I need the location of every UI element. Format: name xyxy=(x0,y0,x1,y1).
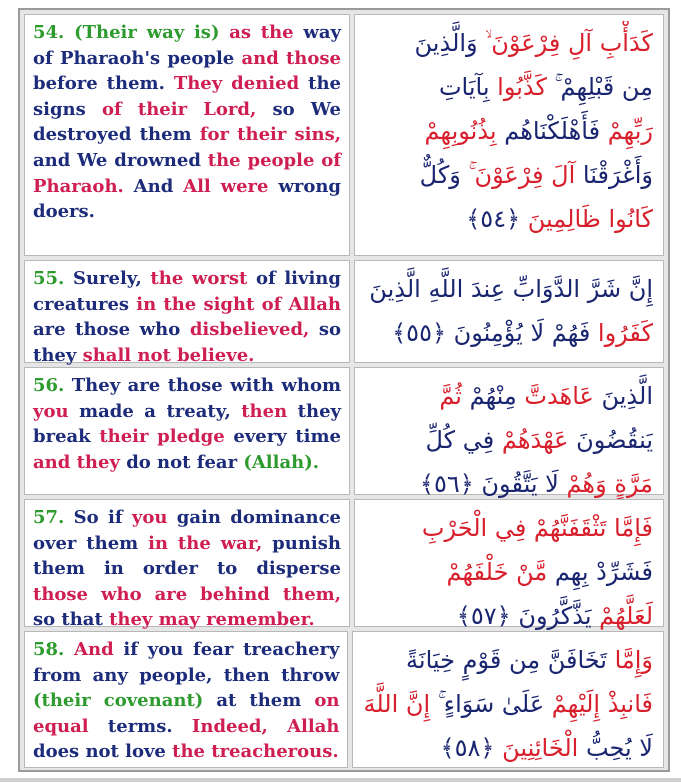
translation-segment: before them. xyxy=(33,73,165,95)
arabic-line xyxy=(365,550,653,594)
translation-segment: So if xyxy=(64,507,123,528)
translation-segment: (their covenant) xyxy=(33,690,204,712)
arabic-segment: وَهُمْ xyxy=(558,470,607,498)
verse-row-56 xyxy=(24,367,664,498)
translation-segment: they may remember. xyxy=(102,609,315,631)
translation-segment: gain dominance over them xyxy=(33,507,341,554)
arabic-segment: ۙ وَالَّذِينَ xyxy=(414,29,486,57)
arabic-segment: آلَ فِرْعَوْنَ xyxy=(468,161,576,189)
english-translation xyxy=(24,367,350,495)
verse-number: 55. xyxy=(33,268,65,289)
translation-segment: in the sight of Allah xyxy=(129,293,341,315)
translation-segment: they break xyxy=(33,400,341,448)
translation-segment: They denied xyxy=(164,73,300,95)
arabic-segment: رَبِّهِمْ xyxy=(600,117,653,145)
arabic-segment: فَأَهْلَكْنَاهُم xyxy=(496,117,601,145)
arabic-line xyxy=(363,638,653,682)
translation-segment: of their Lord, xyxy=(85,98,257,120)
translation-segment: Indeed, Allah xyxy=(172,715,340,737)
arabic-segment: لَا يُحِبُّ xyxy=(578,734,653,762)
translation-segment: and they xyxy=(33,451,120,473)
arabic-segment: إِنَّ شَرَّ الدَّوَابِّ عِندَ اللَّهِ الَّذِينَ xyxy=(369,275,653,303)
translation-segment: punish them in order to disperse xyxy=(33,532,341,580)
translation-segment: so that xyxy=(33,609,103,631)
translation-segment: terms. xyxy=(88,715,173,737)
arabic-text xyxy=(352,631,664,768)
translation-segment: do not fear xyxy=(119,451,238,473)
translation-segment: every time xyxy=(224,426,341,448)
translation-segment: are those who xyxy=(33,319,181,341)
translation-segment: made a treaty, xyxy=(68,400,231,422)
arabic-segment: لَعَلَّهُمْ xyxy=(591,602,653,630)
arabic-segment: فِي كُلِّ xyxy=(425,426,495,454)
verse-row-54 xyxy=(24,14,664,256)
translation-segment: the worst xyxy=(141,268,248,289)
translation-segment: All were xyxy=(173,175,269,197)
translation-segment: the signs xyxy=(33,73,342,120)
translation-segment: And xyxy=(123,175,174,197)
translation-segment: and those xyxy=(234,47,341,69)
verse-number: 58. xyxy=(33,639,65,660)
translation-segment: at them xyxy=(203,690,302,712)
arabic-line xyxy=(365,109,653,153)
translation-segment: so We destroyed them xyxy=(33,98,341,146)
translation-segment: those who are behind them, xyxy=(33,583,341,605)
translation-segment: so they xyxy=(33,319,341,366)
arabic-segment: ۚ كَذَّبُوا xyxy=(489,73,555,101)
verse-table xyxy=(18,8,670,772)
arabic-segment: بِذُنُوبِهِمْ xyxy=(424,117,497,145)
arabic-line xyxy=(363,682,653,726)
arabic-segment: يَنقُضُونَ xyxy=(568,426,653,454)
arabic-segment: لَا يَتَّقُونَ xyxy=(473,470,559,498)
translation-segment: way of Pharaoh's people xyxy=(33,22,341,69)
verse-number: 57. xyxy=(33,507,65,528)
page-bottom-rule xyxy=(0,778,681,782)
arabic-segment: مَّنْ خَلْفَهُمْ xyxy=(446,558,548,586)
translation-segment: you xyxy=(122,507,168,528)
arabic-line xyxy=(365,374,653,418)
arabic-line xyxy=(365,506,653,550)
arabic-segment: فَهُمْ لَا يُؤْمِنُونَ xyxy=(446,319,591,347)
arabic-segment: بِآيَاتِ xyxy=(438,73,490,101)
arabic-segment: الْخَائِنِينَ xyxy=(494,734,579,762)
arabic-segment: ۚ وَكُلٌّ xyxy=(419,161,469,189)
arabic-segment: عَهْدَهُمْ xyxy=(494,426,569,454)
translation-segment: wrong doers. xyxy=(33,175,341,223)
arabic-line xyxy=(365,311,653,355)
arabic-segment: الَّذِينَ xyxy=(593,382,653,410)
arabic-segment: ۚ إِنَّ اللَّهَ xyxy=(363,690,438,718)
translation-segment: if you fear treachery from any people, then throw xyxy=(33,639,340,686)
verse-row-55 xyxy=(24,260,664,366)
arabic-line xyxy=(365,65,653,109)
translation-segment: (Their way is) xyxy=(64,22,220,43)
arabic-segment: كَفَرُوا xyxy=(590,319,653,347)
translation-segment: Surely, xyxy=(64,268,142,289)
translation-segment: their pledge xyxy=(90,426,225,448)
arabic-line xyxy=(365,153,653,197)
translation-segment: you xyxy=(33,400,69,422)
translation-segment: as the xyxy=(219,22,294,43)
translation-segment: in the war, xyxy=(138,532,263,554)
translation-segment: on equal xyxy=(33,690,340,737)
arabic-line xyxy=(365,267,653,311)
verse-number: 56. xyxy=(33,375,65,396)
translation-segment: and We drowned xyxy=(33,149,201,171)
arabic-segment: تَخَافَنَّ مِن قَوْمٍ خِيَانَةً xyxy=(406,646,607,674)
translation-segment: disbelieved, xyxy=(180,319,310,341)
arabic-segment: فَإِمَّا تَثْقَفَنَّهُمْ فِي الْحَرْبِ xyxy=(421,514,653,542)
arabic-segment: كَدَأْبِ آلِ فِرْعَوْنَ xyxy=(485,29,653,57)
english-translation xyxy=(24,14,350,256)
arabic-segment: ﴿٥٤﴾ xyxy=(466,205,521,233)
arabic-text xyxy=(354,499,664,630)
arabic-line xyxy=(365,197,653,241)
arabic-segment: كَانُوا ظَالِمِينَ xyxy=(520,205,653,233)
arabic-segment: ﴿٥٧﴾ xyxy=(456,602,511,630)
arabic-line xyxy=(365,418,653,462)
translation-segment: They are those with whom xyxy=(64,375,341,396)
arabic-segment: مِنْهُمْ xyxy=(461,382,517,410)
arabic-text xyxy=(354,260,664,363)
arabic-text xyxy=(354,14,664,256)
english-translation xyxy=(24,260,350,366)
translation-segment: shall not believe. xyxy=(76,344,255,366)
translation-segment: of living creatures xyxy=(33,268,341,315)
translation-segment: the people of Pharaoh. xyxy=(33,149,342,197)
arabic-segment: عَلَىٰ سَوَاءٍ xyxy=(437,690,545,718)
arabic-text xyxy=(354,367,664,498)
arabic-segment: فَانبِذْ إِلَيْهِمْ xyxy=(544,690,653,718)
translation-segment: And xyxy=(64,639,114,660)
arabic-segment: فَشَرِّدْ بِهِم xyxy=(547,558,653,586)
arabic-segment: وَإِمَّا xyxy=(606,646,653,674)
arabic-segment: وَأَغْرَقْنَا xyxy=(575,161,653,189)
translation-segment: does not love xyxy=(33,741,166,763)
verse-row-58 xyxy=(24,631,664,768)
translation-segment: for their sins, xyxy=(191,124,341,146)
verse-number: 54. xyxy=(33,22,65,43)
arabic-segment: ﴿٥٨﴾ xyxy=(440,734,495,762)
arabic-segment: مِن قَبْلِهِمْ xyxy=(554,73,653,101)
arabic-segment: ثُمَّ xyxy=(439,382,462,410)
translation-segment: then xyxy=(230,400,288,422)
arabic-segment: ﴿٥٥﴾ xyxy=(392,319,447,347)
arabic-line xyxy=(363,726,653,770)
english-translation xyxy=(24,631,348,768)
arabic-segment: مَرَّةٍ xyxy=(606,470,653,498)
arabic-segment: يَذَّكَّرُونَ xyxy=(510,602,592,630)
arabic-segment: ﴿٥٦﴾ xyxy=(419,470,474,498)
verse-row-57 xyxy=(24,499,664,631)
arabic-line xyxy=(365,21,653,65)
translation-segment: the treacherous. xyxy=(165,741,339,763)
english-translation xyxy=(24,499,350,631)
arabic-segment: عَاهَدتَّ xyxy=(516,382,594,410)
translation-segment: (Allah). xyxy=(237,451,320,473)
